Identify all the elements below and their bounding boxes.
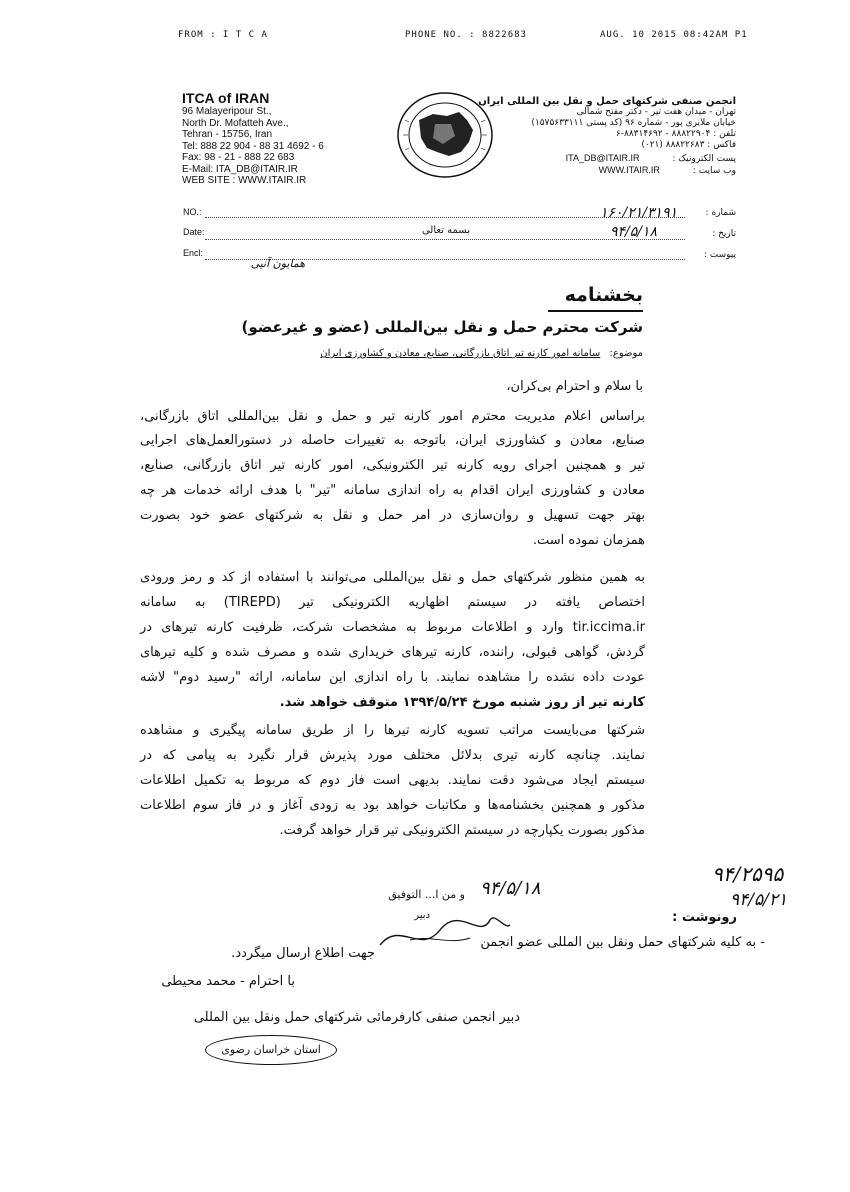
handwritten-date: ۹۴/۵/۱۸ <box>610 224 658 240</box>
greeting: با سلام و احترام بی‌کران، <box>506 379 643 394</box>
tel-line: Tel: 888 22 904 - 88 31 4692 - 6 <box>182 140 324 152</box>
email-line: E-Mail: ITA_DB@ITAIR.IR <box>182 163 298 175</box>
body-line: گردش، گواهی قبولی، راننده، کارنه تیرهای خریداری شده و مصرف شده و کلیه تیرهای <box>140 645 645 660</box>
encl-label: Encl: <box>183 248 204 258</box>
body-line: همزمان نموده است. <box>532 533 645 548</box>
cc-note: جهت اطلاع ارسال میگردد. <box>231 946 375 961</box>
body-line: عودت داده نشده را مشاهده نمایند. با راه اندازی این سامانه، ارائه "رسید دوم" لاشه <box>140 670 645 685</box>
letterhead-en <box>182 90 324 187</box>
fax-line-fa: فاکس : ۸۸۸۲۲۶۸۳ (۰۲۱) <box>641 140 736 150</box>
fax-from: FROM : I T C A <box>178 30 268 40</box>
cc-secretary-title: دبیر انجمن صنفی کارفرمائی شرکتهای حمل ونقل بین المللی <box>193 1010 520 1025</box>
handwritten-sign-date: ۹۴/۵/۱۸ <box>480 878 541 899</box>
signer-title: دبیر <box>414 910 430 921</box>
org-name-en: ITCA of IRAN <box>182 90 270 106</box>
address-line-fa: خیابان ملایری پور - شماره ۹۶ (کد پستی ۱۵۷۵۶۳۳۱۱۱) <box>531 118 736 128</box>
letter-type-title: بخشنامه <box>564 284 643 306</box>
email-label-fa: پست الکترونیک : <box>672 154 736 164</box>
body-line: به همین منظور شرکتهای حمل و نقل بین‌المللی می‌توانند با استفاده از کد و رمز ورودی <box>140 570 645 585</box>
website-line: WEB SITE : WWW.ITAIR.IR <box>182 175 307 186</box>
body-line: مذکور بصورت یکپارچه در سیستم الکترونیکی تیر قرار خواهد گرفت. <box>279 823 645 838</box>
email-value: ITA_DB@ITAIR.IR <box>565 153 640 163</box>
org-name-fa: انجمن صنفی شرکتهای حمل و نقل بین المللی ایران <box>478 96 736 107</box>
address-line: North Dr. Mofatteh Ave., <box>182 117 289 129</box>
fax-date: AUG. 10 2015 08:42AM P1 <box>600 30 748 40</box>
web-label-fa: وب سایت : <box>692 166 736 176</box>
date-label-fa: تاریخ : <box>712 229 736 239</box>
cc-province-stamp: استان خراسان رضوی <box>205 1035 337 1065</box>
address-line-fa: تهران - میدان هفت تیر - دکتر مفتح شمالی <box>576 107 736 117</box>
body-line: مذکور و همچنین بخشنامه‌ها و مکاتبات خواهد بود به زودی آغاز و در فاز سوم اطلاعات <box>140 798 645 813</box>
body-line: tir.iccima.ir وارد و اطلاعات مربوط به مشخصات شرکت، ظرفیت کارنه تیرهای در <box>140 620 645 635</box>
date-label: Date: <box>183 227 205 237</box>
cc-label: رونوشت : <box>672 910 737 925</box>
cc-regards: با احترام - محمد محیطی <box>161 974 295 989</box>
subject-line <box>320 348 643 359</box>
handwritten-attachment: همایون آنیی <box>250 257 305 270</box>
tel-line-fa: تلفن : ۸۸۸۲۲۹۰۴ - ۸۸۳۱۴۶۹۲-۶ <box>615 129 736 139</box>
body-line: اختصاص یافته در سیستم اظهاریه الکترونیکی تیر (TIREPD) به سامانه <box>140 595 645 610</box>
body-line: صنایع، معادن و کشاورزی ایران، باتوجه به تغییرات حاصله در دستورالعمل‌های اجرایی <box>140 433 645 448</box>
body-line: کارنه تیر از روز شنبه مورخ ۱۳۹۴/۵/۲۴ متوقف خواهد شد. <box>279 695 645 710</box>
signature-scribble <box>370 900 520 960</box>
attach-label-fa: پیوست : <box>703 250 736 260</box>
body-line: شرکتها می‌بایست مراتب تسویه کارنه تیرها را از طریق سامانه پیگیری و مشاهده <box>140 723 645 738</box>
handwritten-number: ۱۶۰/۲۱/۳۱۹۱ <box>600 205 678 221</box>
number-label-fa: شماره : <box>705 208 736 218</box>
body-line: معادن و کشاورزی ایران اقدام به راه اندازی سامانه "تیر" با هدف ارائه خدمات هر چه <box>140 483 645 498</box>
web-value: WWW.ITAIR.IR <box>598 165 660 175</box>
no-label: NO.: <box>183 207 202 217</box>
letterhead-fa <box>478 96 736 177</box>
addressee: شرکت محترم حمل و نقل بین‌المللی (عضو و غیرعضو) <box>241 318 643 336</box>
closing-phrase: و من ا... التوفیق <box>388 888 465 901</box>
body-line: سیستم ایجاد می‌شود دقت نمایند. بدیهی است فاز دوم که مربوط به تکمیل اطلاعات <box>140 773 645 788</box>
body-line: براساس اعلام مدیریت محترم امور کارنه تیر و حمل و نقل بین‌المللی اتاق بازرگانی، <box>140 409 645 424</box>
body-line: بهتر جهت تسهیل و روان‌سازی در امر حمل و نقل به شرکتهای عضو خود بصورت <box>140 508 645 523</box>
body-line: نمایند. چنانچه کارنه تیری بدلائل مختلف مورد پذیرش قرار نگیرد به پیامی که در <box>140 748 645 763</box>
basmala: بسمه تعالی <box>421 225 470 236</box>
address-line: Tehran - 15756, Iran <box>182 129 273 140</box>
body-line: تیر و همچنین اجرای رویه کارنه تیر الکترونیکی، امور کارنه تیر اتاق بازرگانی، صنایع، <box>140 458 645 473</box>
handwritten-incoming-date: ۹۴/۵/۲۱ <box>730 890 788 910</box>
address-line: 96 Malayeripour St., <box>182 106 272 117</box>
subject-label: موضوع: <box>609 348 643 359</box>
subject-text: سامانه امور کارنه تیر اتاق بازرگانی، صنایع، معادن و کشاورزی ایران <box>320 348 601 359</box>
handwritten-incoming-number: ۹۴/۲۵۹۵ <box>712 862 784 886</box>
fax-line: Fax: 98 - 21 - 888 22 683 <box>182 152 295 163</box>
fax-phone: PHONE NO. : 8822683 <box>405 30 527 40</box>
cc-item: - به کلیه شرکتهای حمل ونقل بین المللی عضو انجمن <box>480 935 765 950</box>
